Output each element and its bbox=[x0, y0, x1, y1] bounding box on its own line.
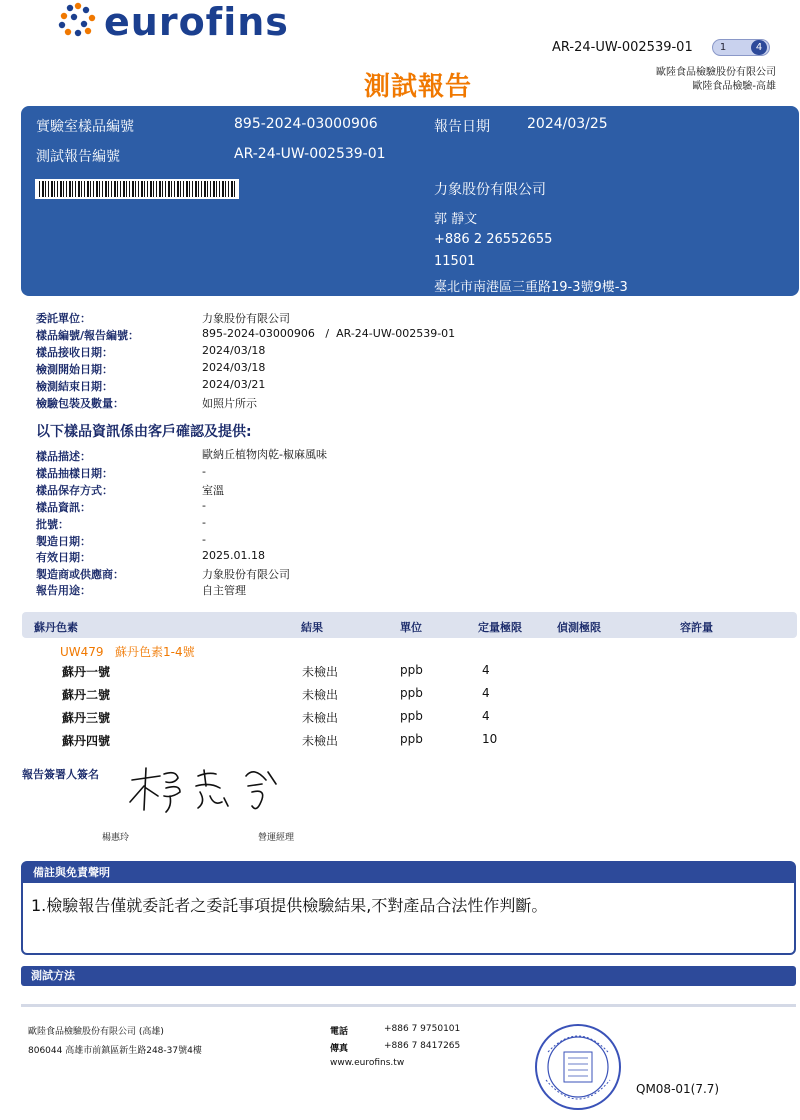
client-postal-code: 11501 bbox=[434, 254, 476, 269]
footer-phone-value: +886 7 9750101 bbox=[384, 1024, 461, 1034]
header-company-line1: 歐陸食品檢驗股份有限公司 bbox=[656, 67, 776, 78]
analyte-name: 蘇丹二號 bbox=[62, 688, 111, 702]
footer-address: 806044 高雄市前鎮區新生路248-37號4樓 bbox=[28, 1046, 202, 1056]
footer-phone-label: 電話 bbox=[330, 1027, 349, 1037]
analyte-result: 未檢出 bbox=[302, 734, 339, 748]
report-date-label: 報告日期 bbox=[434, 119, 490, 135]
results-header-category: 蘇丹色素 bbox=[34, 621, 78, 634]
sample-label: 製造日期： bbox=[36, 535, 91, 548]
info-value: 2024/03/18 bbox=[202, 361, 266, 374]
sample-label: 批號： bbox=[36, 518, 69, 531]
sample-label: 樣品資訊： bbox=[36, 501, 91, 514]
analyte-loq: 4 bbox=[482, 663, 490, 677]
header-company bbox=[656, 66, 776, 94]
sample-value: 室溫 bbox=[202, 484, 224, 497]
analyte-loq: 10 bbox=[482, 732, 498, 746]
info-value: 如照片所示 bbox=[202, 397, 257, 410]
sample-label: 樣品保存方式： bbox=[36, 484, 113, 497]
sample-label: 有效日期： bbox=[36, 551, 91, 564]
signature-label: 報告簽署人簽名 bbox=[22, 768, 99, 781]
footer-fax-value: +886 7 8417265 bbox=[384, 1041, 461, 1051]
info-label: 樣品編號/報告編號： bbox=[36, 329, 140, 342]
sample-value: 自主管理 bbox=[202, 584, 246, 597]
report-no-label: 測試報告編號 bbox=[36, 149, 120, 165]
client-name: 力象股份有限公司 bbox=[434, 182, 546, 198]
test-method-title: 測試方法 bbox=[21, 966, 796, 986]
sample-label: 樣品描述： bbox=[36, 450, 91, 463]
analyte-unit: ppb bbox=[400, 663, 423, 677]
footer-divider bbox=[21, 1004, 796, 1007]
page-indicator bbox=[712, 39, 770, 56]
info-value: 力象股份有限公司 bbox=[202, 312, 290, 325]
sample-value: 歐納丘植物肉乾-椒麻風味 bbox=[202, 448, 327, 461]
results-header-limit: 容許量 bbox=[680, 621, 713, 634]
signer-name: 楊惠玲 bbox=[102, 833, 130, 843]
sample-value: - bbox=[202, 516, 206, 529]
info-value: 2024/03/18 bbox=[202, 344, 266, 357]
lab-sample-label: 實驗室樣品編號 bbox=[36, 119, 134, 135]
info-label: 檢驗包裝及數量： bbox=[36, 397, 124, 410]
page-total: 4 bbox=[751, 40, 767, 55]
form-code: QM08-01(7.7) bbox=[636, 1082, 720, 1096]
client-phone: +886 2 26552655 bbox=[434, 232, 553, 247]
analyte-result: 未檢出 bbox=[302, 688, 339, 702]
sample-value: - bbox=[202, 499, 206, 512]
analyte-unit: ppb bbox=[400, 732, 423, 746]
sample-label: 報告用途： bbox=[36, 584, 91, 597]
sample-value: 力象股份有限公司 bbox=[202, 568, 290, 581]
analyte-name: 蘇丹三號 bbox=[62, 711, 111, 725]
handwritten-signature bbox=[120, 762, 290, 820]
report-date-value: 2024/03/25 bbox=[527, 116, 608, 132]
remarks-box bbox=[21, 861, 796, 955]
page-current: 1 bbox=[719, 42, 727, 53]
report-no-value: AR-24-UW-002539-01 bbox=[234, 146, 386, 162]
info-value: 2024/03/21 bbox=[202, 378, 266, 391]
footer-fax-label: 傳真 bbox=[330, 1044, 349, 1054]
contact-name: 郭 靜文 bbox=[434, 212, 478, 227]
header-report-number: AR-24-UW-002539-01 bbox=[552, 40, 693, 55]
analyte-name: 蘇丹四號 bbox=[62, 734, 111, 748]
barcode bbox=[35, 179, 239, 199]
remarks-text: 1.檢驗報告僅就委託者之委託事項提供檢驗結果,不對產品合法性作判斷。 bbox=[31, 896, 548, 915]
info-label: 樣品接收日期： bbox=[36, 346, 113, 359]
results-header-unit: 單位 bbox=[400, 621, 422, 634]
results-header-loq: 定量極限 bbox=[478, 621, 522, 634]
info-label: 檢測開始日期： bbox=[36, 363, 113, 376]
client-address: 臺北市南港區三重路19-3號9樓-3 bbox=[434, 280, 628, 295]
results-header-lod: 偵測極限 bbox=[557, 621, 601, 634]
summary-panel bbox=[21, 106, 799, 296]
footer-website[interactable]: www.eurofins.tw bbox=[330, 1058, 405, 1068]
document-title: 測試報告 bbox=[364, 72, 473, 102]
info-value: 895-2024-03000906 / AR-24-UW-002539-01 bbox=[202, 327, 456, 340]
sample-value: - bbox=[202, 533, 206, 546]
method-code: UW479 蘇丹色素1-4號 bbox=[60, 645, 195, 659]
sample-label: 製造商或供應商： bbox=[36, 568, 124, 581]
logo-wordmark: eurofins bbox=[104, 0, 289, 44]
remarks-title: 備註與免責聲明 bbox=[23, 863, 794, 883]
info-label: 委託單位： bbox=[36, 312, 91, 325]
results-header-row bbox=[22, 612, 797, 638]
lab-sample-value: 895-2024-03000906 bbox=[234, 116, 378, 132]
analyte-unit: ppb bbox=[400, 686, 423, 700]
company-seal-icon bbox=[532, 1022, 624, 1112]
analyte-loq: 4 bbox=[482, 686, 490, 700]
analyte-unit: ppb bbox=[400, 709, 423, 723]
signer-title: 營運經理 bbox=[258, 833, 295, 843]
info-label: 檢測結束日期： bbox=[36, 380, 113, 393]
sample-label: 樣品抽樣日期： bbox=[36, 467, 113, 480]
analyte-result: 未檢出 bbox=[302, 665, 339, 679]
analyte-result: 未檢出 bbox=[302, 711, 339, 725]
header-company-line2: 歐陸食品檢驗-高雄 bbox=[692, 81, 776, 92]
sample-value: 2025.01.18 bbox=[202, 549, 265, 562]
analyte-name: 蘇丹一號 bbox=[62, 665, 111, 679]
footer-company: 歐陸食品檢驗股份有限公司 (高雄) bbox=[28, 1027, 164, 1037]
sample-value: - bbox=[202, 465, 206, 478]
sample-section-title: 以下樣品資訊係由客戶確認及提供: bbox=[36, 424, 252, 440]
analyte-loq: 4 bbox=[482, 709, 490, 723]
results-header-result: 結果 bbox=[301, 621, 323, 634]
